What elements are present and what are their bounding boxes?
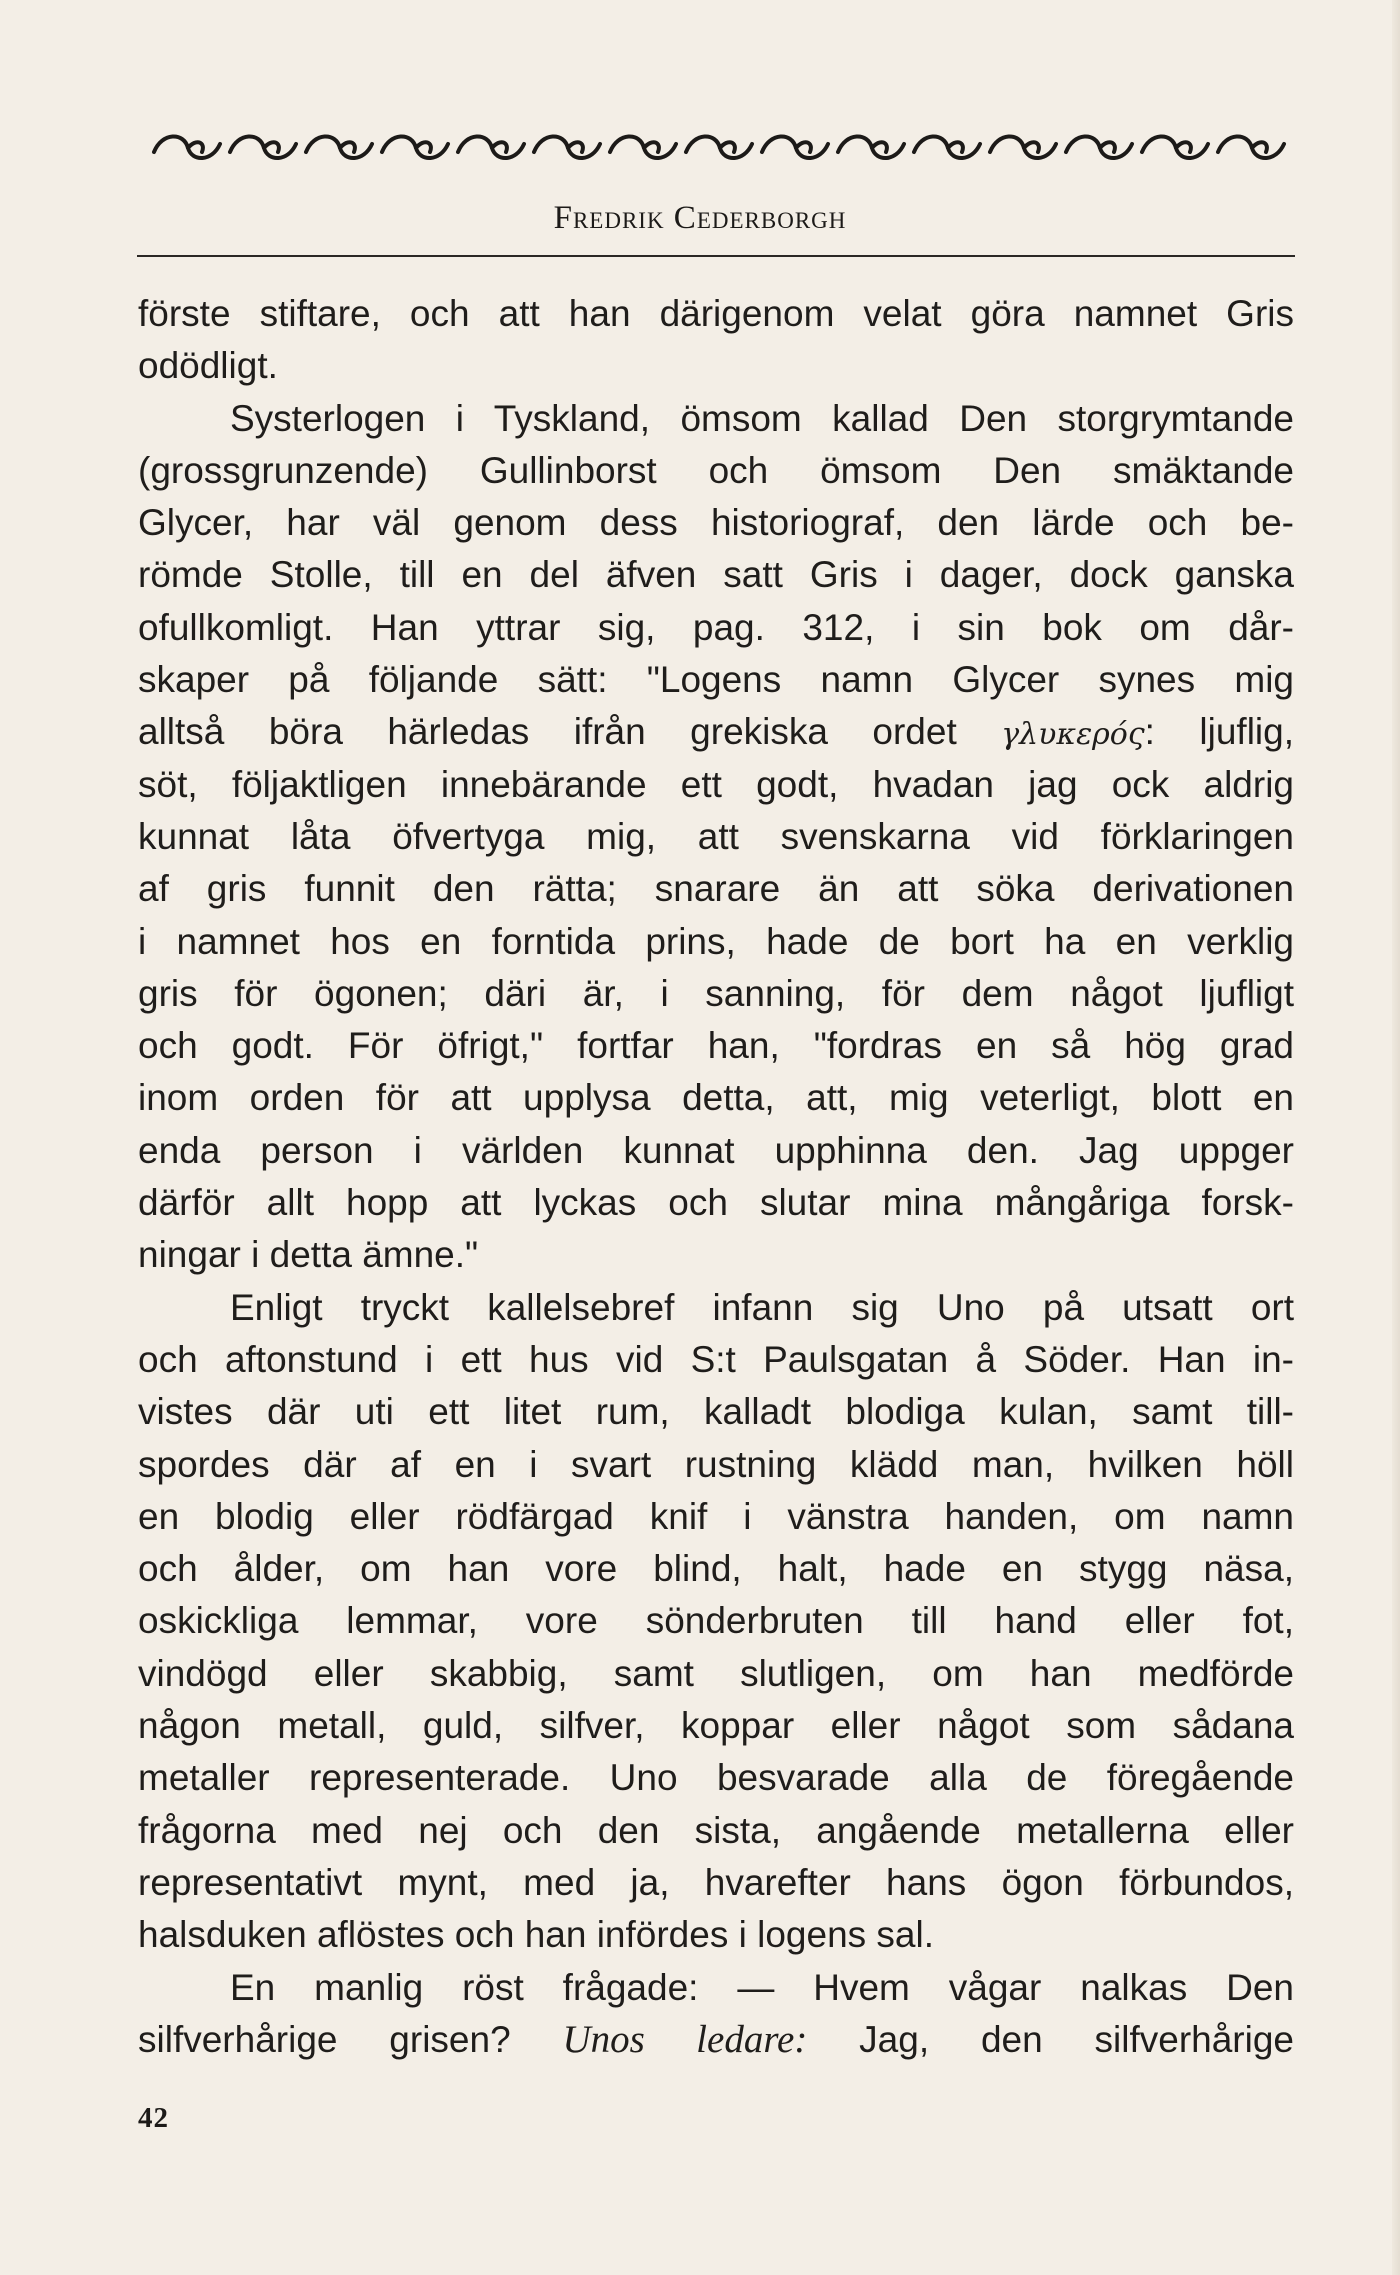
text-line: enda person i världen kunnat upphinna den. Jag uppger xyxy=(138,1129,1294,1171)
text-line: metaller representerade. Uno besvarade alla de föregående xyxy=(138,1757,1294,1799)
text-line: och godt. För öfrigt," fortfar han, "fordras en så hög grad xyxy=(138,1025,1294,1067)
text-line: skaper på följande sätt: "Logens namn Glycer synes mig xyxy=(138,659,1294,701)
decorative-ornament-band xyxy=(150,122,1290,172)
text-line: vindögd eller skabbig, samt slutligen, om han medförde xyxy=(138,1652,1294,1694)
greek-word: γλυκερός xyxy=(1001,717,1145,753)
text-line: af gris funnit den rätta; snarare än att söka derivationen xyxy=(138,868,1294,910)
text-line-final xyxy=(138,2014,1294,2066)
text-line: oskickliga lemmar, vore sönderbruten till hand eller fot, xyxy=(138,1600,1294,1642)
text-line: Systerlogen i Tyskland, ömsom kallad Den storgrymtande xyxy=(230,397,1294,439)
text-line: römde Stolle, till en del äfven satt Gris i dager, dock ganska xyxy=(138,554,1294,596)
text-line: (grossgrunzende) Gullinborst och ömsom Den smäktande xyxy=(138,449,1294,491)
text-line: odödligt. xyxy=(138,345,278,387)
text-line-greek xyxy=(138,706,1294,758)
text-line: och ålder, om han vore blind, halt, hade en stygg näsa, xyxy=(138,1548,1294,1590)
text-line: halsduken aflöstes och han infördes i logens sal. xyxy=(138,1914,935,1956)
text-line: gris för ögonen; däri är, i sanning, för dem något ljufligt xyxy=(138,972,1294,1014)
text-line: förste stiftare, och att han därigenom velat göra namnet Gris xyxy=(138,293,1294,334)
text-line: Enligt tryckt kallelsebref infann sig Uno på utsatt ort xyxy=(230,1286,1294,1328)
page-number: 42 xyxy=(138,2102,169,2134)
text-line: representativt mynt, med ja, hvarefter hans ögon förbundos, xyxy=(138,1861,1294,1903)
text-line: en blodig eller rödfärgad knif i vänstra handen, om namn xyxy=(138,1495,1294,1537)
text-line: En manlig röst frågade: — Hvem vågar nalkas Den xyxy=(230,1966,1294,2008)
header-rule xyxy=(137,255,1295,257)
text-line: kunnat låta öfvertyga mig, att svenskarna vid förklaringen xyxy=(138,815,1294,857)
text-line: och aftonstund i ett hus vid S:t Paulsgatan å Söder. Han in- xyxy=(138,1338,1294,1380)
text-line: ningar i detta ämne." xyxy=(138,1234,479,1276)
text-before-italic: silfverhårige grisen? xyxy=(138,2018,563,2060)
text-line: frågorna med nej och den sista, angående metallerna eller xyxy=(138,1809,1294,1851)
text-line: i namnet hos en forntida prins, hade de bort ha en verklig xyxy=(138,920,1294,962)
text-line: någon metall, guld, silfver, koppar eller något som sådana xyxy=(138,1705,1294,1747)
text-line: därför allt hopp att lyckas och slutar mina mångåriga forsk- xyxy=(138,1182,1294,1224)
text-line: spordes där af en i svart rustning klädd man, hvilken höll xyxy=(138,1443,1294,1485)
text-line: vistes där uti ett litet rum, kalladt blodiga kulan, samt till- xyxy=(138,1391,1294,1433)
text-line: söt, följaktligen innebärande ett godt, hvadan jag ock aldrig xyxy=(138,763,1294,805)
text-after-italic: Jag, den silfverhårige xyxy=(807,2018,1295,2060)
text-before-greek: alltså böra härledas ifrån grekiska ordet xyxy=(138,711,1002,753)
text-line: inom orden för att upplysa detta, att, mig veterligt, blott en xyxy=(138,1077,1294,1119)
running-head: Fredrik Cederborgh xyxy=(553,200,847,236)
page-edge xyxy=(1392,0,1400,2275)
text-line: Glycer, har väl genom dess historiograf, den lärde och be- xyxy=(138,502,1294,544)
italic-speaker: Unos ledare: xyxy=(562,2017,808,2061)
body-text xyxy=(138,288,1294,2066)
text-after-greek: : ljuflig, xyxy=(1144,711,1295,753)
text-line: ofullkomligt. Han yttrar sig, pag. 312, i sin bok om dår- xyxy=(138,606,1294,648)
